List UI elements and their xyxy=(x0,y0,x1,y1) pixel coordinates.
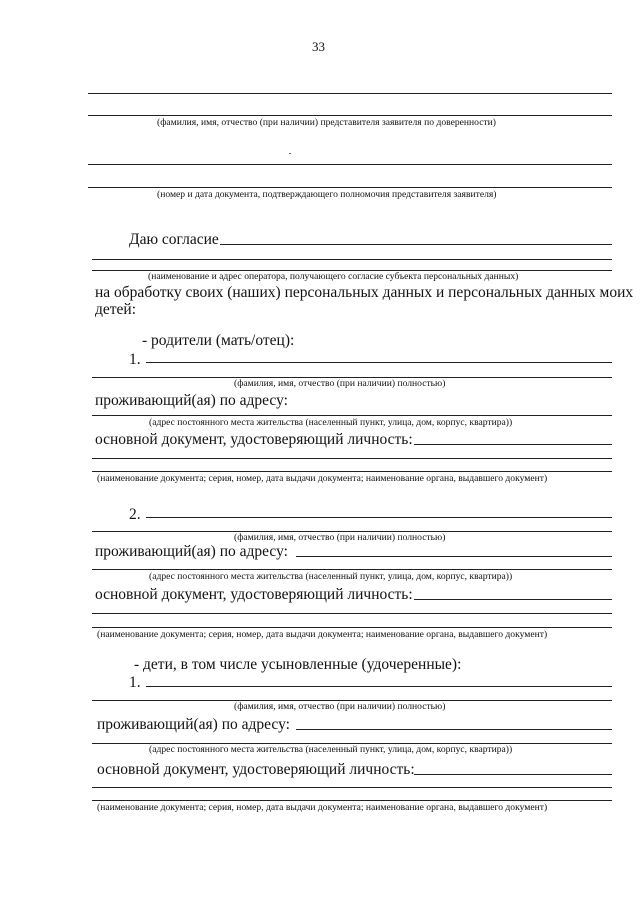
parent-1-name-caption: (фамилия, имя, отчество (при наличии) полностью) xyxy=(234,378,446,389)
operator-line xyxy=(92,259,612,260)
parent-1-name-field xyxy=(146,362,612,363)
parent-2-document-caption: (наименование документа; серия, номер, дата выдачи документа; наименование органа, выдавшего документ) xyxy=(97,629,548,640)
operator-field xyxy=(220,244,612,245)
parent-2-document-line xyxy=(92,613,612,614)
representative-document-line xyxy=(88,187,612,188)
representative-name-caption: (фамилия, имя, отчество (при наличии) представителя заявителя по доверенности) xyxy=(157,117,496,128)
representative-document-caption: (номер и дата документа, подтверждающего полномочия представителя заявителя) xyxy=(157,189,497,200)
child-1-document-label: основной документ, удостоверяющий личность: xyxy=(97,761,415,778)
consent-lead: Даю согласие xyxy=(129,231,219,248)
parent-1-document-label: основной документ, удостоверяющий личность: xyxy=(95,431,413,448)
child-1-document-line xyxy=(92,787,612,788)
parent-1-document-line xyxy=(92,471,612,472)
parents-heading: - родители (мать/отец): xyxy=(142,332,295,349)
parent-2-residing-field xyxy=(296,556,612,557)
representative-name-line xyxy=(88,115,612,116)
child-1-document-line xyxy=(92,800,612,801)
parent-1-document-line xyxy=(92,458,612,459)
child-1-document-field xyxy=(414,774,612,775)
parent-1-document-field xyxy=(414,444,612,445)
children-heading: - дети, в том числе усыновленные (удочеренные): xyxy=(134,656,462,673)
scan-speck xyxy=(289,153,291,154)
parent-2-address-line xyxy=(92,569,612,570)
processing-text-line2: детей: xyxy=(95,301,137,318)
parent-1-residing-label: проживающий(ая) по адресу: xyxy=(95,392,288,409)
parent-2-number: 2. xyxy=(129,506,141,523)
child-1-name-caption: (фамилия, имя, отчество (при наличии) полностью) xyxy=(234,701,446,712)
parent-2-document-field xyxy=(414,599,612,600)
parent-2-name-field xyxy=(146,517,612,518)
representative-document-line xyxy=(88,164,612,165)
child-1-residing-label: проживающий(ая) по адресу: xyxy=(97,716,290,733)
parent-2-address-caption: (адрес постоянного места жительства (населенный пункт, улица, дом, корпус, квартира)) xyxy=(149,571,513,582)
representative-name-line xyxy=(88,93,612,94)
child-1-number: 1. xyxy=(129,674,141,691)
parent-1-address-caption: (адрес постоянного места жительства (населенный пункт, улица, дом, корпус, квартира)) xyxy=(149,417,513,428)
parent-1-address-line xyxy=(92,415,612,416)
parent-2-document-label: основной документ, удостоверяющий личность: xyxy=(95,586,413,603)
page-number: 33 xyxy=(312,39,325,54)
operator-caption: (наименование и адрес оператора, получающего согласие субъекта персональных данных) xyxy=(148,271,519,282)
processing-text-line1: на обработку своих (наших) персональных данных и персональных данных моих xyxy=(95,284,634,301)
parent-2-document-line xyxy=(92,627,612,628)
parent-1-number: 1. xyxy=(129,351,141,368)
child-1-document-caption: (наименование документа; серия, номер, дата выдачи документа; наименование органа, выдавшего документ) xyxy=(97,802,548,813)
parent-2-name-caption: (фамилия, имя, отчество (при наличии) полностью) xyxy=(234,532,446,543)
parent-1-document-caption: (наименование документа; серия, номер, дата выдачи документа; наименование органа, выдавшего документ) xyxy=(97,473,548,484)
child-1-residing-field xyxy=(296,729,612,730)
child-1-address-caption: (адрес постоянного места жительства (населенный пункт, улица, дом, корпус, квартира)) xyxy=(149,744,513,755)
child-1-name-field xyxy=(146,686,612,687)
parent-2-residing-label: проживающий(ая) по адресу: xyxy=(95,543,288,560)
